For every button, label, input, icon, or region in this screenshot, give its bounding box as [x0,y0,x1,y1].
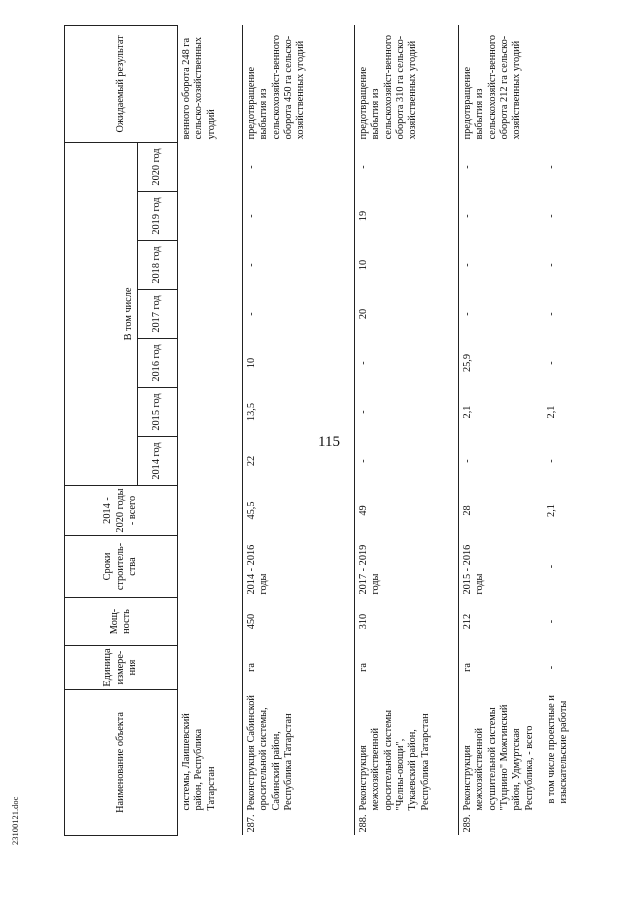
row-total: 28 [459,486,543,536]
row-year-value: - [545,263,557,267]
row-year-value: - [459,241,543,290]
row-unit: га [243,646,355,690]
row-year-value: - [355,142,459,191]
header-term: Сроки строитель-ства [65,536,178,598]
row-name: Реконструкция межхозяйственной оросительной системы "Челны-овощи", Тукаевский район, Республика Татарстан [355,690,459,814]
row-total: 45,5 [243,486,355,536]
row-year-value: 25,9 [459,339,543,388]
table-row-288 [355,25,459,835]
row-year-value: - [459,437,543,486]
row-total: 2,1 [545,504,557,517]
row-power: 212 [459,598,543,646]
construction-table [64,25,613,836]
table-header [65,25,178,835]
row-unit: га [355,646,459,690]
row-power: - [545,619,557,624]
header-year: 2018 год [138,241,178,290]
row-year-value: - [459,142,543,191]
row-year-value: 10 [355,241,459,290]
row-year-value: 2,1 [545,405,557,419]
row-number [543,814,613,836]
page-number: 115 [318,434,340,450]
row-unit: га [459,646,543,690]
header-year: 2020 год [138,142,178,191]
row-term: 2015 - 2016 годы [459,536,543,598]
row-year-value: - [243,241,355,290]
row-result [543,25,613,142]
row-year-value: - [355,339,459,388]
header-total: 2014 - 2020 годы - всего [65,486,178,536]
row-year-value: - [545,165,557,169]
row-year-value: - [355,437,459,486]
rotated-table-wrapper [64,26,569,836]
row-result: предотвращение выбытия из сельскохозяйст-венного оборота 212 га сельско-хозяйственных угодий [459,25,543,142]
row-year-value: - [243,290,355,339]
row-power: 310 [355,598,459,646]
header-including: В том числе [65,142,138,485]
row-name: системы, Лаишевский район, Республика Татарстан [181,713,217,811]
header-year: 2017 год [138,290,178,339]
row-year-value: - [545,459,557,463]
row-total: 49 [355,486,459,536]
row-year-value: - [243,192,355,241]
header-power: Мощ-ность [65,598,178,646]
row-year-value: 22 [243,437,355,486]
table-row-continuation [178,25,243,835]
row-year-value: 13,5 [243,388,355,437]
row-result: предотвращение выбытия из сельскохозяйст-венного оборота 450 га сельско-хозяйственных угодий [243,25,355,142]
row-number: 288. [355,814,459,836]
row-unit: - [545,665,557,670]
header-result: Ожидаемый результат [65,25,178,142]
table-row-287 [243,25,355,835]
row-term: - [545,564,557,569]
row-result: предотвращение выбытия из сельскохозяйст-венного оборота 310 га сельско-хозяйственных угодий [355,25,459,142]
row-term: 2017 - 2019 годы [355,536,459,598]
row-year-value: - [545,361,557,365]
row-name: Реконструкция межхозяйственной осушительной системы "Туцнинo" Можгинский район, Удмуртская Республика, - всего [459,690,543,814]
row-term: 2014 - 2016 годы [243,536,355,598]
row-year-value: - [545,214,557,218]
row-year-value: 20 [355,290,459,339]
row-name: Реконструкция Сабинской оросительной системы, Сабинский район, Республика Татарстан [243,690,355,814]
header-unit: Единица измере-ния [65,646,178,690]
row-result: венного оборота 248 га сельско-хозяйственных угодий [181,36,217,140]
file-name-footer: 23100121.doc [10,796,20,845]
row-year-value: - [459,290,543,339]
header-year: 2016 год [138,339,178,388]
row-year-value: - [459,192,543,241]
row-year-value: 2,1 [459,388,543,437]
row-name: в том числе проектные и изыскательские работы [545,695,569,804]
row-year-value: 19 [355,192,459,241]
row-number: 287. [243,814,355,836]
header-year: 2019 год [138,192,178,241]
header-year: 2015 год [138,388,178,437]
row-year-value: 10 [243,339,355,388]
table-row-289 [459,25,543,835]
table-body [178,25,613,835]
row-year-value: - [545,312,557,316]
table-row-289-sub [543,25,613,835]
row-number: 289. [459,814,543,836]
row-year-value: - [243,142,355,191]
header-name: Наименование объекта [65,690,178,836]
row-power: 450 [243,598,355,646]
header-year: 2014 год [138,437,178,486]
row-year-value: - [355,388,459,437]
